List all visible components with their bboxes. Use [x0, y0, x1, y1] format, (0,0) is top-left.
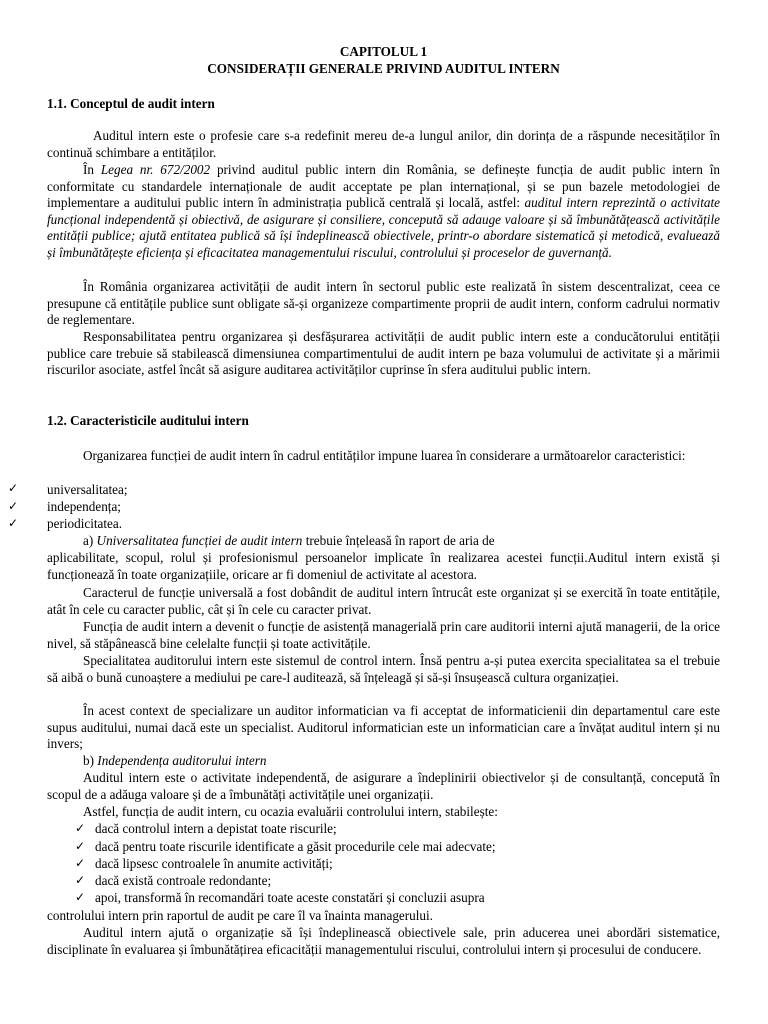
check-item: apoi, transformă în recomandări toate aceste constatări și concluzii asupra: [95, 890, 485, 905]
paragraph: Auditul intern este o activitate independentă, de asigurare a îndeplinirii obiectivelor și de consultanță, concepută în scopul de a adăuga valoare și de a îmbunătăți activitățile unei organizații.: [47, 770, 720, 802]
section-heading-1-1: 1.1. Conceptul de audit intern: [47, 96, 215, 111]
paragraph: Caracterul de funcție universală a fost dobândit de auditul intern întrucât este organizat și se exercită în toate entitățile, atât în cele cu caracter public, cât și în cele cu caracter privat.: [47, 585, 720, 617]
paragraph: Auditul intern este o profesie care s-a redefinit mereu de-a lungul anilor, din dorința de a răspunde necesităților în continuă schimbare a entităților.: [47, 128, 720, 160]
paragraph: Organizarea funcției de audit intern în cadrul entităților impune luarea în considerare a următoarelor caracteristici:: [83, 448, 686, 463]
paragraph: În România organizarea activității de audit intern în sectorul public este realizată în sistem descentralizat, ceea ce presupune că entitățile publice sunt obligate să-și organizeze compartimente proprii de audit intern, conform cadrului normativ de reglementare.: [47, 279, 720, 328]
paragraph: Specialitatea auditorului intern este sistemul de control intern. Însă pentru a-și putea exercita specialitatea sa el trebuie să aibă o bună cunoaștere a mediului pe care-l auditează, să înțeleagă și să-și însușească cultura organizației.: [47, 653, 720, 685]
item-b-line: [47, 753, 720, 770]
paragraph-law-definition: [47, 162, 720, 262]
chapter-number: CAPITOLUL 1: [339, 44, 428, 59]
paragraph: Responsabilitatea pentru organizarea și desfășurarea activității de audit public intern este a conducătorului entității publice care trebuie să stabilească dimensiunea compartimentului de audit intern pe baza volumului de activitate și a mărimii riscurilor asociate, astfel încât să asigure auditarea activităților cuprinse în sfera auditului public intern.: [47, 329, 720, 378]
item-a-line: [47, 533, 720, 550]
paragraph: Astfel, funcția de audit intern, cu ocazia evaluării controlului intern, stabilește:: [83, 804, 498, 819]
paragraph: controlului intern prin raportul de audit pe care îl va înainta managerului.: [47, 908, 433, 923]
item-b-label: b): [83, 753, 98, 768]
paragraph: În acest context de specializare un auditor informatician va fi acceptat de informaticienii din departamentul care este supus auditului, numai dacă este un specialist. Auditorul informatician este un informatician care a învățat auditul intern și nu invers;: [47, 703, 720, 752]
text: În: [83, 162, 101, 177]
paragraph: Funcția de audit intern a devenit o funcție de asistență managerială prin care auditorii interni ajută managerii, de la orice nivel, să stăpânească bine celelalte funcții și toate activitățile.: [47, 619, 720, 651]
check-mark-icon: ✓: [75, 890, 86, 904]
check-mark-icon: ✓: [8, 516, 19, 530]
law-reference: Legea nr. 672/2002: [100, 162, 211, 177]
check-mark-icon: ✓: [75, 873, 86, 887]
section-heading-1-2: 1.2. Caracteristicile auditului intern: [47, 413, 249, 428]
definition-quote: auditul intern reprezintă o activitate funcțional independentă și obiectivă, de asigurare și consiliere, concepută să adauge valoare și să îmbunătățească activitățile entității publice; ajută entitatea publică să își îndeplinească obiectivele, printr-o abordare sistematică și metodică, evaluează și îmbunătățește eficiența și eficacitatea managementului riscului, controlului și proceselor de guvernanță.: [47, 195, 720, 260]
check-mark-icon: ✓: [8, 499, 19, 513]
check-item: dacă pentru toate riscurile identificate a găsit procedurile cele mai adecvate;: [95, 839, 496, 854]
text: privind auditul public intern din România, se definește funcția de audit public intern în conformitate cu standardele internaționale de audit acceptate pe plan internațional, și se pun bazele metodologiei de implementare a auditului public intern în administrația publică centrală și locală, astfel:: [47, 162, 720, 211]
bullet-item: universalitatea;: [47, 482, 128, 497]
check-mark-icon: ✓: [75, 839, 86, 853]
paragraph: aplicabilitate, scopul, rolul și profesionismul persoanelor implicate în realizarea acestei funcții.Auditul intern există și funcționează în toate organizațiile, oricare ar fi domeniul de activitate al acestora.: [47, 550, 720, 582]
bullet-item: periodicitatea.: [47, 516, 123, 531]
check-item: dacă controlul intern a depistat toate riscurile;: [95, 821, 337, 836]
item-b-title: Independența auditorului intern: [97, 753, 267, 768]
item-a-label: a): [83, 533, 97, 548]
paragraph: Auditul intern ajută o organizație să își îndeplinească obiectivele sale, prin aducerea unei abordări sistematice, disciplinate în evaluarea și îmbunătățirea eficacității managementului riscului, controlului intern și procesului de conducere.: [47, 925, 720, 957]
check-item: dacă lipsesc controalele în anumite activități;: [95, 856, 333, 871]
text: trebuie înțeleasă în raport de aria de: [302, 533, 495, 548]
chapter-title: CONSIDERAȚII GENERALE PRIVIND AUDITUL INTERN: [207, 61, 560, 76]
check-mark-icon: ✓: [8, 481, 19, 495]
bullet-item: independența;: [47, 499, 121, 514]
check-item: dacă există controale redondante;: [95, 873, 272, 888]
check-mark-icon: ✓: [75, 821, 86, 835]
check-mark-icon: ✓: [75, 856, 86, 870]
item-a-title: Universalitatea funcției de audit intern: [96, 533, 303, 548]
